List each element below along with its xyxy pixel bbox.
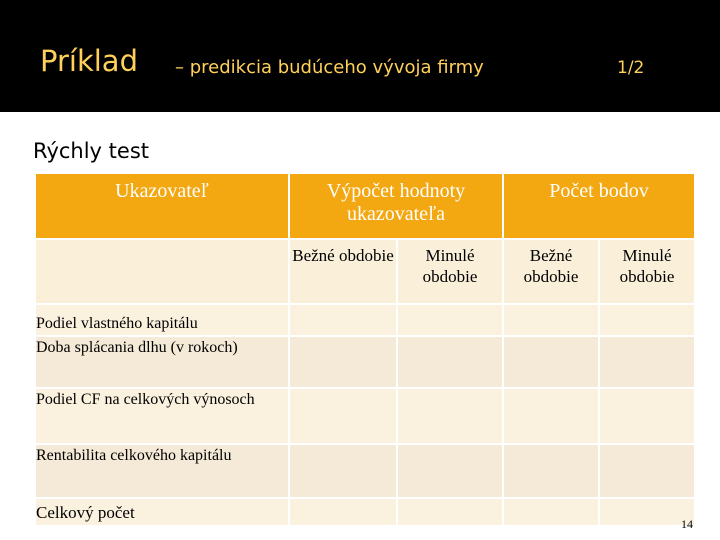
title-bar xyxy=(0,0,720,112)
table-cell xyxy=(397,498,503,526)
table-cell xyxy=(397,304,503,336)
table-row xyxy=(35,388,695,444)
section-title: Rýchly test xyxy=(33,139,149,163)
row-label: Podiel vlastného kapitálu xyxy=(35,304,289,336)
table-cell xyxy=(289,388,397,444)
row-label: Podiel CF na celkových výnosoch xyxy=(35,388,289,444)
table-cell xyxy=(397,444,503,498)
table-cell xyxy=(503,388,599,444)
page-number: 14 xyxy=(681,517,693,531)
table-row xyxy=(35,304,695,336)
table-row xyxy=(35,498,695,526)
table-cell xyxy=(289,498,397,526)
quick-test-table xyxy=(34,172,696,527)
table-cell xyxy=(599,388,695,444)
table-cell xyxy=(599,336,695,388)
header-points: Počet bodov xyxy=(503,173,695,239)
table-cell xyxy=(599,444,695,498)
subheader-empty-cell xyxy=(35,239,289,304)
table-subheader-row xyxy=(35,239,695,304)
row-label: Rentabilita celkového kapitálu xyxy=(35,444,289,498)
table-cell xyxy=(289,304,397,336)
table-row xyxy=(35,336,695,388)
table-cell xyxy=(503,336,599,388)
subheader-points-previous: Minulé obdobie xyxy=(599,239,695,304)
slide-title: Príklad xyxy=(40,44,138,78)
slide-subtitle: – predikcia budúceho vývoja firmy xyxy=(175,57,484,78)
table-cell xyxy=(397,388,503,444)
row-label: Celkový počet xyxy=(35,498,289,526)
table-cell xyxy=(503,444,599,498)
subheader-calc-previous: Minulé obdobie xyxy=(397,239,503,304)
table-cell xyxy=(289,444,397,498)
table-cell xyxy=(599,304,695,336)
subheader-calc-current: Bežné obdobie xyxy=(289,239,397,304)
header-indicator: Ukazovateľ xyxy=(35,173,289,239)
table-cell xyxy=(397,336,503,388)
table-cell xyxy=(289,336,397,388)
table-header-row xyxy=(35,173,695,239)
table-row xyxy=(35,444,695,498)
slide-fraction: 1/2 xyxy=(617,58,645,78)
header-calculation: Výpočet hodnoty ukazovateľa xyxy=(289,173,503,239)
row-label: Doba splácania dlhu (v rokoch) xyxy=(35,336,289,388)
table-cell xyxy=(503,498,599,526)
subheader-points-current: Bežné obdobie xyxy=(503,239,599,304)
table-cell xyxy=(503,304,599,336)
